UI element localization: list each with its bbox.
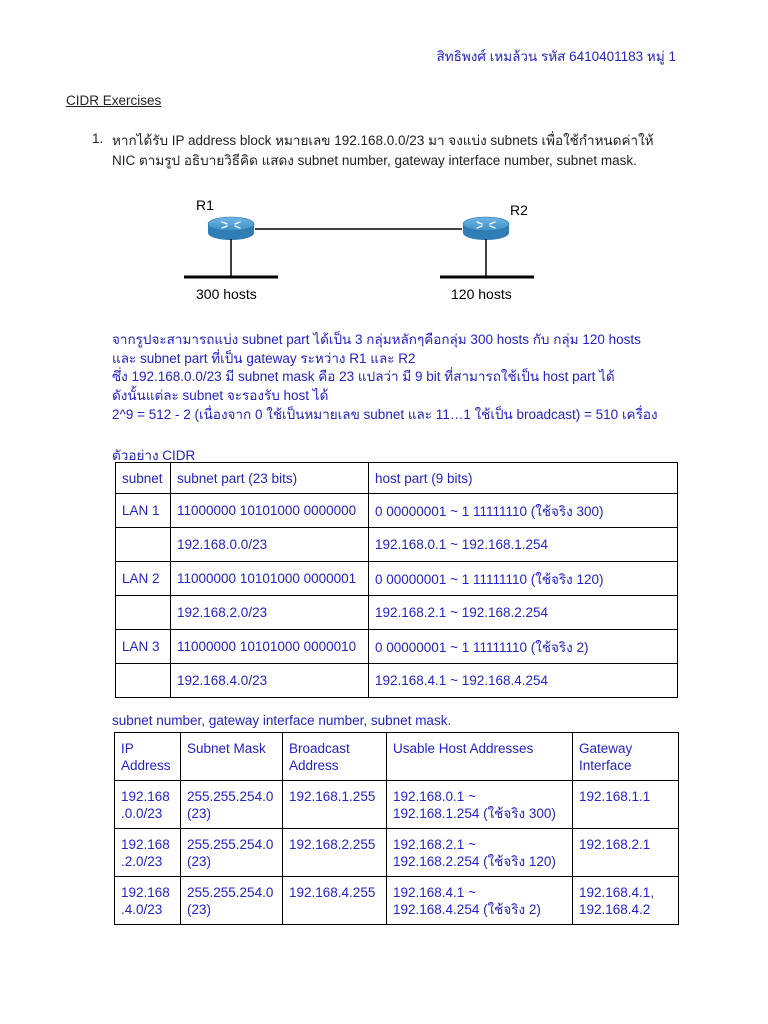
cell-line: .4.0/23 (121, 902, 163, 917)
cell-line: .2.0/23 (121, 854, 163, 869)
cell-line: Subnet Mask (187, 741, 266, 756)
network-diagram (175, 193, 545, 313)
table-row (115, 877, 679, 925)
table-cell: 192.168.2.1 ~ 192.168.2.254 (369, 596, 678, 630)
cell-line: 192.168.2.255 (289, 837, 376, 852)
cell-line: 192.168.4.254 (ใช้จริง 2) (393, 902, 541, 917)
cell-line: (23) (187, 902, 212, 917)
table-cell (573, 829, 679, 877)
network-diagram-svg (175, 193, 545, 308)
table-row (116, 494, 678, 528)
lan1-hosts-label: 300 hosts (196, 286, 257, 302)
table-header-cell (387, 733, 573, 781)
cell-line: Address (289, 758, 339, 773)
cell-line: (23) (187, 806, 212, 821)
table-cell (116, 528, 171, 562)
cell-line: 192.168 (121, 789, 170, 804)
table-row (116, 562, 678, 596)
answer-line: ซึ่ง 192.168.0.0/23 มี subnet mask คือ 23 แปลว่า มี 9 bit ที่สามารถใช้เป็น host part ได้ (112, 369, 615, 385)
table-cell (181, 781, 283, 829)
answer-paragraph (112, 331, 658, 425)
example-cidr-label: ตัวอย่าง CIDR (112, 448, 196, 463)
table-header-cell (573, 733, 679, 781)
table-cell (283, 877, 387, 925)
table-header-cell: host part (9 bits) (369, 463, 678, 494)
router-r2-label: R2 (510, 202, 528, 218)
cell-line: IP (121, 741, 134, 756)
table-header-cell: subnet (116, 463, 171, 494)
table-header-cell (181, 733, 283, 781)
cell-line: 192.168.2.254 (ใช้จริง 120) (393, 854, 556, 869)
table-cell (283, 829, 387, 877)
table-cell (181, 829, 283, 877)
table-cell: 192.168.0.0/23 (171, 528, 369, 562)
table-cell (387, 781, 573, 829)
answer-line: 2^9 = 512 - 2 (เนื่องจาก 0 ใช้เป็นหมายเลข subnet และ 11…1 ใช้เป็น broadcast) = 510 เครื่อง (112, 406, 658, 422)
document-title: CIDR Exercises (66, 93, 162, 108)
router-r1-icon (208, 217, 254, 240)
cell-line: Usable Host Addresses (393, 741, 534, 756)
table-header-cell (115, 733, 181, 781)
cell-line: Gateway (579, 741, 633, 756)
cell-line: 192.168.1.1 (579, 789, 651, 804)
answer-line: และ subnet part ที่เป็น gateway ระหว่าง R1 และ R2 (112, 350, 416, 366)
table-cell: 0 00000001 ~ 1 11111110 (ใช้จริง 300) (369, 494, 678, 528)
table-header-cell: subnet part (23 bits) (171, 463, 369, 494)
table-cell: LAN 2 (116, 562, 171, 596)
table-row (116, 630, 678, 664)
question-line-2: NIC ตามรูป อธิบายวิธีคิด แสดง subnet number, gateway interface number, subnet mask. (112, 153, 637, 168)
table-cell (387, 877, 573, 925)
cell-line: Interface (579, 758, 632, 773)
table-cell (387, 829, 573, 877)
author-header: สิทธิพงศ์ เหมล้วน รหัส 6410401183 หมู่ 1 (436, 49, 676, 64)
summary-table-label: subnet number, gateway interface number, subnet mask. (112, 713, 452, 728)
cidr-example-table (115, 462, 678, 698)
table-cell (115, 877, 181, 925)
answer-line: จากรูปจะสามารถแบ่ง subnet part ได้เป็น 3 กลุ่มหลักๆคือกลุ่ม 300 hosts กับ กลุ่ม 120 hosts (112, 332, 641, 347)
answer-line: ดังนั้นแต่ละ subnet จะรองรับ host ได้ (112, 388, 329, 404)
table-cell: 192.168.4.0/23 (171, 664, 369, 698)
table-cell (283, 781, 387, 829)
router-r1-label: R1 (196, 197, 214, 213)
table-cell: 192.168.0.1 ~ 192.168.1.254 (369, 528, 678, 562)
table-cell: 0 00000001 ~ 1 11111110 (ใช้จริง 120) (369, 562, 678, 596)
question-text (112, 131, 692, 171)
table-header-cell (283, 733, 387, 781)
table-header-row (116, 463, 678, 494)
table-cell: 11000000 10101000 0000001 (171, 562, 369, 596)
cell-line: 192.168.0.1 ~ (393, 789, 476, 804)
cell-line: 255.255.254.0 (187, 837, 274, 852)
table-row (116, 596, 678, 630)
cell-line: 192.168 (121, 885, 170, 900)
subnet-summary-table (114, 732, 679, 925)
lan2-hosts-label: 120 hosts (451, 286, 512, 302)
cell-line: .0.0/23 (121, 806, 163, 821)
table-cell: 11000000 10101000 0000000 (171, 494, 369, 528)
table-cell: 11000000 10101000 0000010 (171, 630, 369, 664)
table-row (116, 528, 678, 562)
cell-line: Broadcast (289, 741, 350, 756)
cell-line: 255.255.254.0 (187, 789, 274, 804)
table-cell (573, 781, 679, 829)
cell-line: 192.168.1.255 (289, 789, 376, 804)
cell-line: 255.255.254.0 (187, 885, 274, 900)
table-cell (115, 829, 181, 877)
cell-line: 192.168.4.1, (579, 885, 655, 900)
cell-line: Address (121, 758, 171, 773)
cell-line: 192.168.4.2 (579, 902, 651, 917)
router-r2-icon (463, 217, 509, 240)
table-cell: 0 00000001 ~ 1 11111110 (ใช้จริง 2) (369, 630, 678, 664)
cell-line: 192.168.1.254 (ใช้จริง 300) (393, 806, 556, 821)
cell-line: 192.168.4.255 (289, 885, 376, 900)
table-row (116, 664, 678, 698)
table-cell (573, 877, 679, 925)
question-line-1: หากได้รับ IP address block หมายเลข 192.168.0.0/23 มา จงแบ่ง subnets เพื่อใช้กำหนดค่าให้ (112, 133, 654, 148)
cell-line: 192.168.2.1 ~ (393, 837, 476, 852)
question-number: 1. (92, 131, 104, 146)
table-cell: LAN 1 (116, 494, 171, 528)
table-cell: 192.168.4.1 ~ 192.168.4.254 (369, 664, 678, 698)
table-header-row (115, 733, 679, 781)
table-cell (116, 596, 171, 630)
table-row (115, 781, 679, 829)
table-cell (115, 781, 181, 829)
cell-line: 192.168.4.1 ~ (393, 885, 476, 900)
cell-line: 192.168 (121, 837, 170, 852)
cell-line: 192.168.2.1 (579, 837, 651, 852)
table-cell (181, 877, 283, 925)
cell-line: (23) (187, 854, 212, 869)
table-cell (116, 664, 171, 698)
table-cell: LAN 3 (116, 630, 171, 664)
table-cell: 192.168.2.0/23 (171, 596, 369, 630)
table-row (115, 829, 679, 877)
